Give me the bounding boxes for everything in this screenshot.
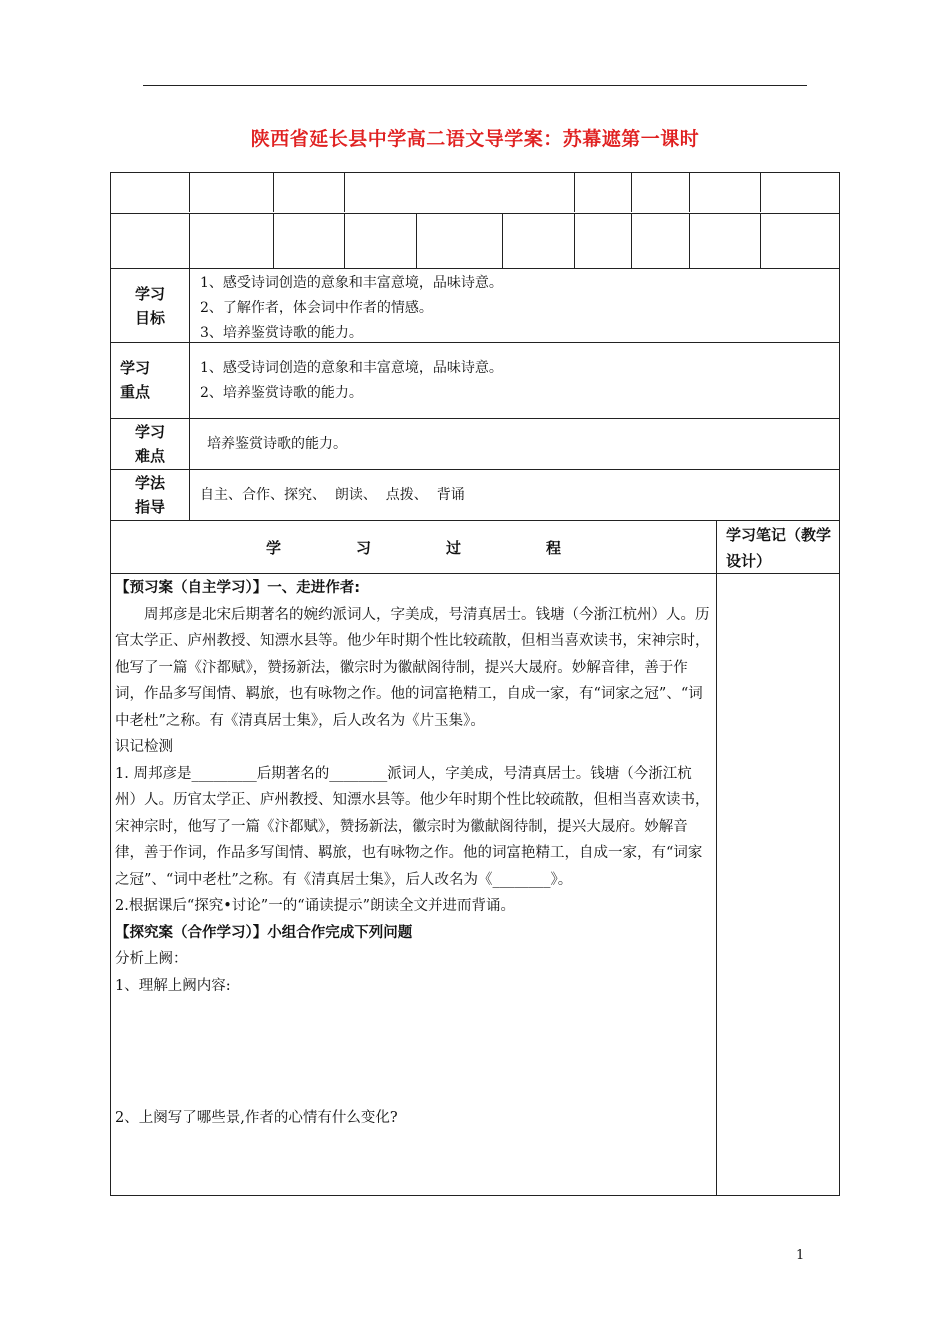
page-title: 陕西省延长县中学高二语文导学案：苏幕遮第一课时 xyxy=(250,128,700,150)
explore-subheading: 分析上阙： xyxy=(115,951,188,967)
row-divider xyxy=(110,213,840,214)
goal-item: 1、感受诗词创造的意象和丰富意境，品味诗意。 xyxy=(200,275,503,291)
key-label: 学习 重点 xyxy=(119,359,150,401)
goal-list xyxy=(200,271,503,346)
column-divider xyxy=(344,172,345,212)
column-divider xyxy=(631,172,632,212)
goal-label: 学习 目标 xyxy=(134,285,165,327)
column-divider xyxy=(273,172,274,212)
notes-heading: 学习笔记（教学设计） xyxy=(726,526,832,570)
column-divider xyxy=(760,213,761,268)
difficulty-label: 学习 难点 xyxy=(134,423,165,465)
recite-task: 2.根据课后“探究•讨论”一的“诵读提示”朗读全文并进而背诵。 xyxy=(115,898,516,914)
column-divider xyxy=(344,213,345,268)
lesson-body xyxy=(115,575,711,1132)
column-divider xyxy=(631,213,632,268)
header-rule xyxy=(143,85,807,86)
page-number: 1 xyxy=(796,1248,805,1263)
goal-item: 3、培养鉴赏诗歌的能力。 xyxy=(200,325,363,341)
row-divider xyxy=(110,520,840,521)
column-divider xyxy=(189,213,190,268)
column-divider xyxy=(689,172,690,212)
method-label: 学法 指导 xyxy=(134,474,165,516)
difficulty-text: 培养鉴赏诗歌的能力。 xyxy=(207,436,347,452)
column-divider xyxy=(273,213,274,268)
column-divider xyxy=(189,172,190,212)
key-item: 1、感受诗词创造的意象和丰富意境，品味诗意。 xyxy=(200,360,503,376)
key-item: 2、培养鉴赏诗歌的能力。 xyxy=(200,385,363,401)
check-title: 识记检测 xyxy=(115,739,173,755)
author-intro: 周邦彦是北宋后期著名的婉约派词人，字美成，号清真居士。钱塘（今浙江杭州）人。历官太学正、庐州教授、知漂水县等。他少年时期个性比较疏散，但相当喜欢读书，宋神宗时，他写了一篇《汴都赋》，赞扬新法，徽宗时为徽献阁待制，提兴大晟府。妙解音律，善于作词，作品多写闺情、羁旅，也有咏物之作。他的词富艳精工，自成一家，有“词家之冠”、“词中老杜”之称。有《清真居士集》，后人改名为《片玉集》。 xyxy=(115,606,710,729)
column-divider xyxy=(574,213,575,268)
goal-item: 2、了解作者，体会词中作者的情感。 xyxy=(200,300,433,316)
column-divider xyxy=(502,213,503,268)
method-text: 自主、合作、探究、 朗读、 点拨、 背诵 xyxy=(200,487,465,503)
row-divider xyxy=(110,469,840,470)
row-divider xyxy=(110,418,840,419)
column-divider xyxy=(760,172,761,212)
column-divider xyxy=(416,213,417,268)
explore-heading: 【探究案（合作学习）】小组合作完成下列问题 xyxy=(115,924,413,941)
explore-question-1: 1、理解上阙内容: xyxy=(115,977,231,994)
row-divider xyxy=(110,268,840,269)
explore-question-2: 2、上阕写了哪些景,作者的心情有什么变化? xyxy=(115,1110,398,1126)
column-divider xyxy=(574,172,575,212)
column-divider xyxy=(689,213,690,268)
preview-heading: 【预习案（自主学习）】一、走进作者: xyxy=(115,580,361,596)
key-list xyxy=(200,356,503,406)
label-column-divider xyxy=(189,268,190,520)
notes-column-divider xyxy=(716,520,717,1196)
document-page: 陕西省延长县中学高二语文导学案：苏幕遮第一课时 学习 目标 1、感受诗词创造的意象和丰富意境，品味诗意。 2、了解作者，体会词中作者的情感。 3、培养鉴赏诗歌的能力。 学习 重点 1、感受诗词创造的意象和丰富意境，品味诗意。 2、培养鉴赏诗歌的能力。 学习 难点 培养鉴赏诗歌的能力。 学法 指导 自主、合作、探究、 朗读、 点拨、 背诵 学 习 过 程 学习笔记（教学设计） 【预习案（自主学习）】一、走进作者: 周邦彦是北宋后期著名的婉约派词人，字美成，号清真居士。钱塘（今浙江杭州）人。历官太学正、庐州教授、知漂水县等。他少年时期个性比较疏散，但相当喜欢读书，宋神宗时，他写了一篇《汴都赋》，赞扬新法，徽宗时为徽献阁待制，提兴大晟府。妙解音律，善于作词，作品多写闺情、羁旅，也有咏物之作。他的词富艳精工，自成一家，有“词家之冠”、“词中老杜”之称。有《清真居士集》，后人改名为《片玉集》。 识记检测 1. 周邦彦是_________后期著名的________派词人，字美成，号清真居士。钱塘（今浙江杭州）人。历官太学正、庐州教授、知漂水县等。他少年时期个性比较疏散，但相当喜欢读书，宋神宗时，他写了一篇《汴都赋》，赞扬新法，徽宗时为徽献阁待制，提兴大晟府。妙解音律，善于作词，作品多写闺情、羁旅，也有咏物之作。他的词富艳精工，自成一家，有“词家之冠”、“词中老杜”之称。有《清真居士集》，后人改名为《________》。 2.根据课后“探究•讨论”一的“诵读提示”朗读全文并进而背诵。 【探究案（合作学习）】小组合作完成下列问题 分析上阙： 1、理解上阙内容: 2、上阕写了哪些景,作者的心情有什么变化? 1 xyxy=(0,0,950,1344)
fill-blank-question: 1. 周邦彦是_________后期著名的________派词人，字美成，号清真居士。钱塘（今浙江杭州）人。历官太学正、庐州教授、知漂水县等。他少年时期个性比较疏散，但相当喜欢读书，宋神宗时，他写了一篇《汴都赋》，赞扬新法，徽宗时为徽献阁待制，提兴大晟府。妙解音律，善于作词，作品多写闺情、羁旅，也有咏物之作。他的词富艳精工，自成一家，有“词家之冠”、“词中老杜”之称。有《清真居士集》，后人改名为《________》。 xyxy=(115,765,710,888)
